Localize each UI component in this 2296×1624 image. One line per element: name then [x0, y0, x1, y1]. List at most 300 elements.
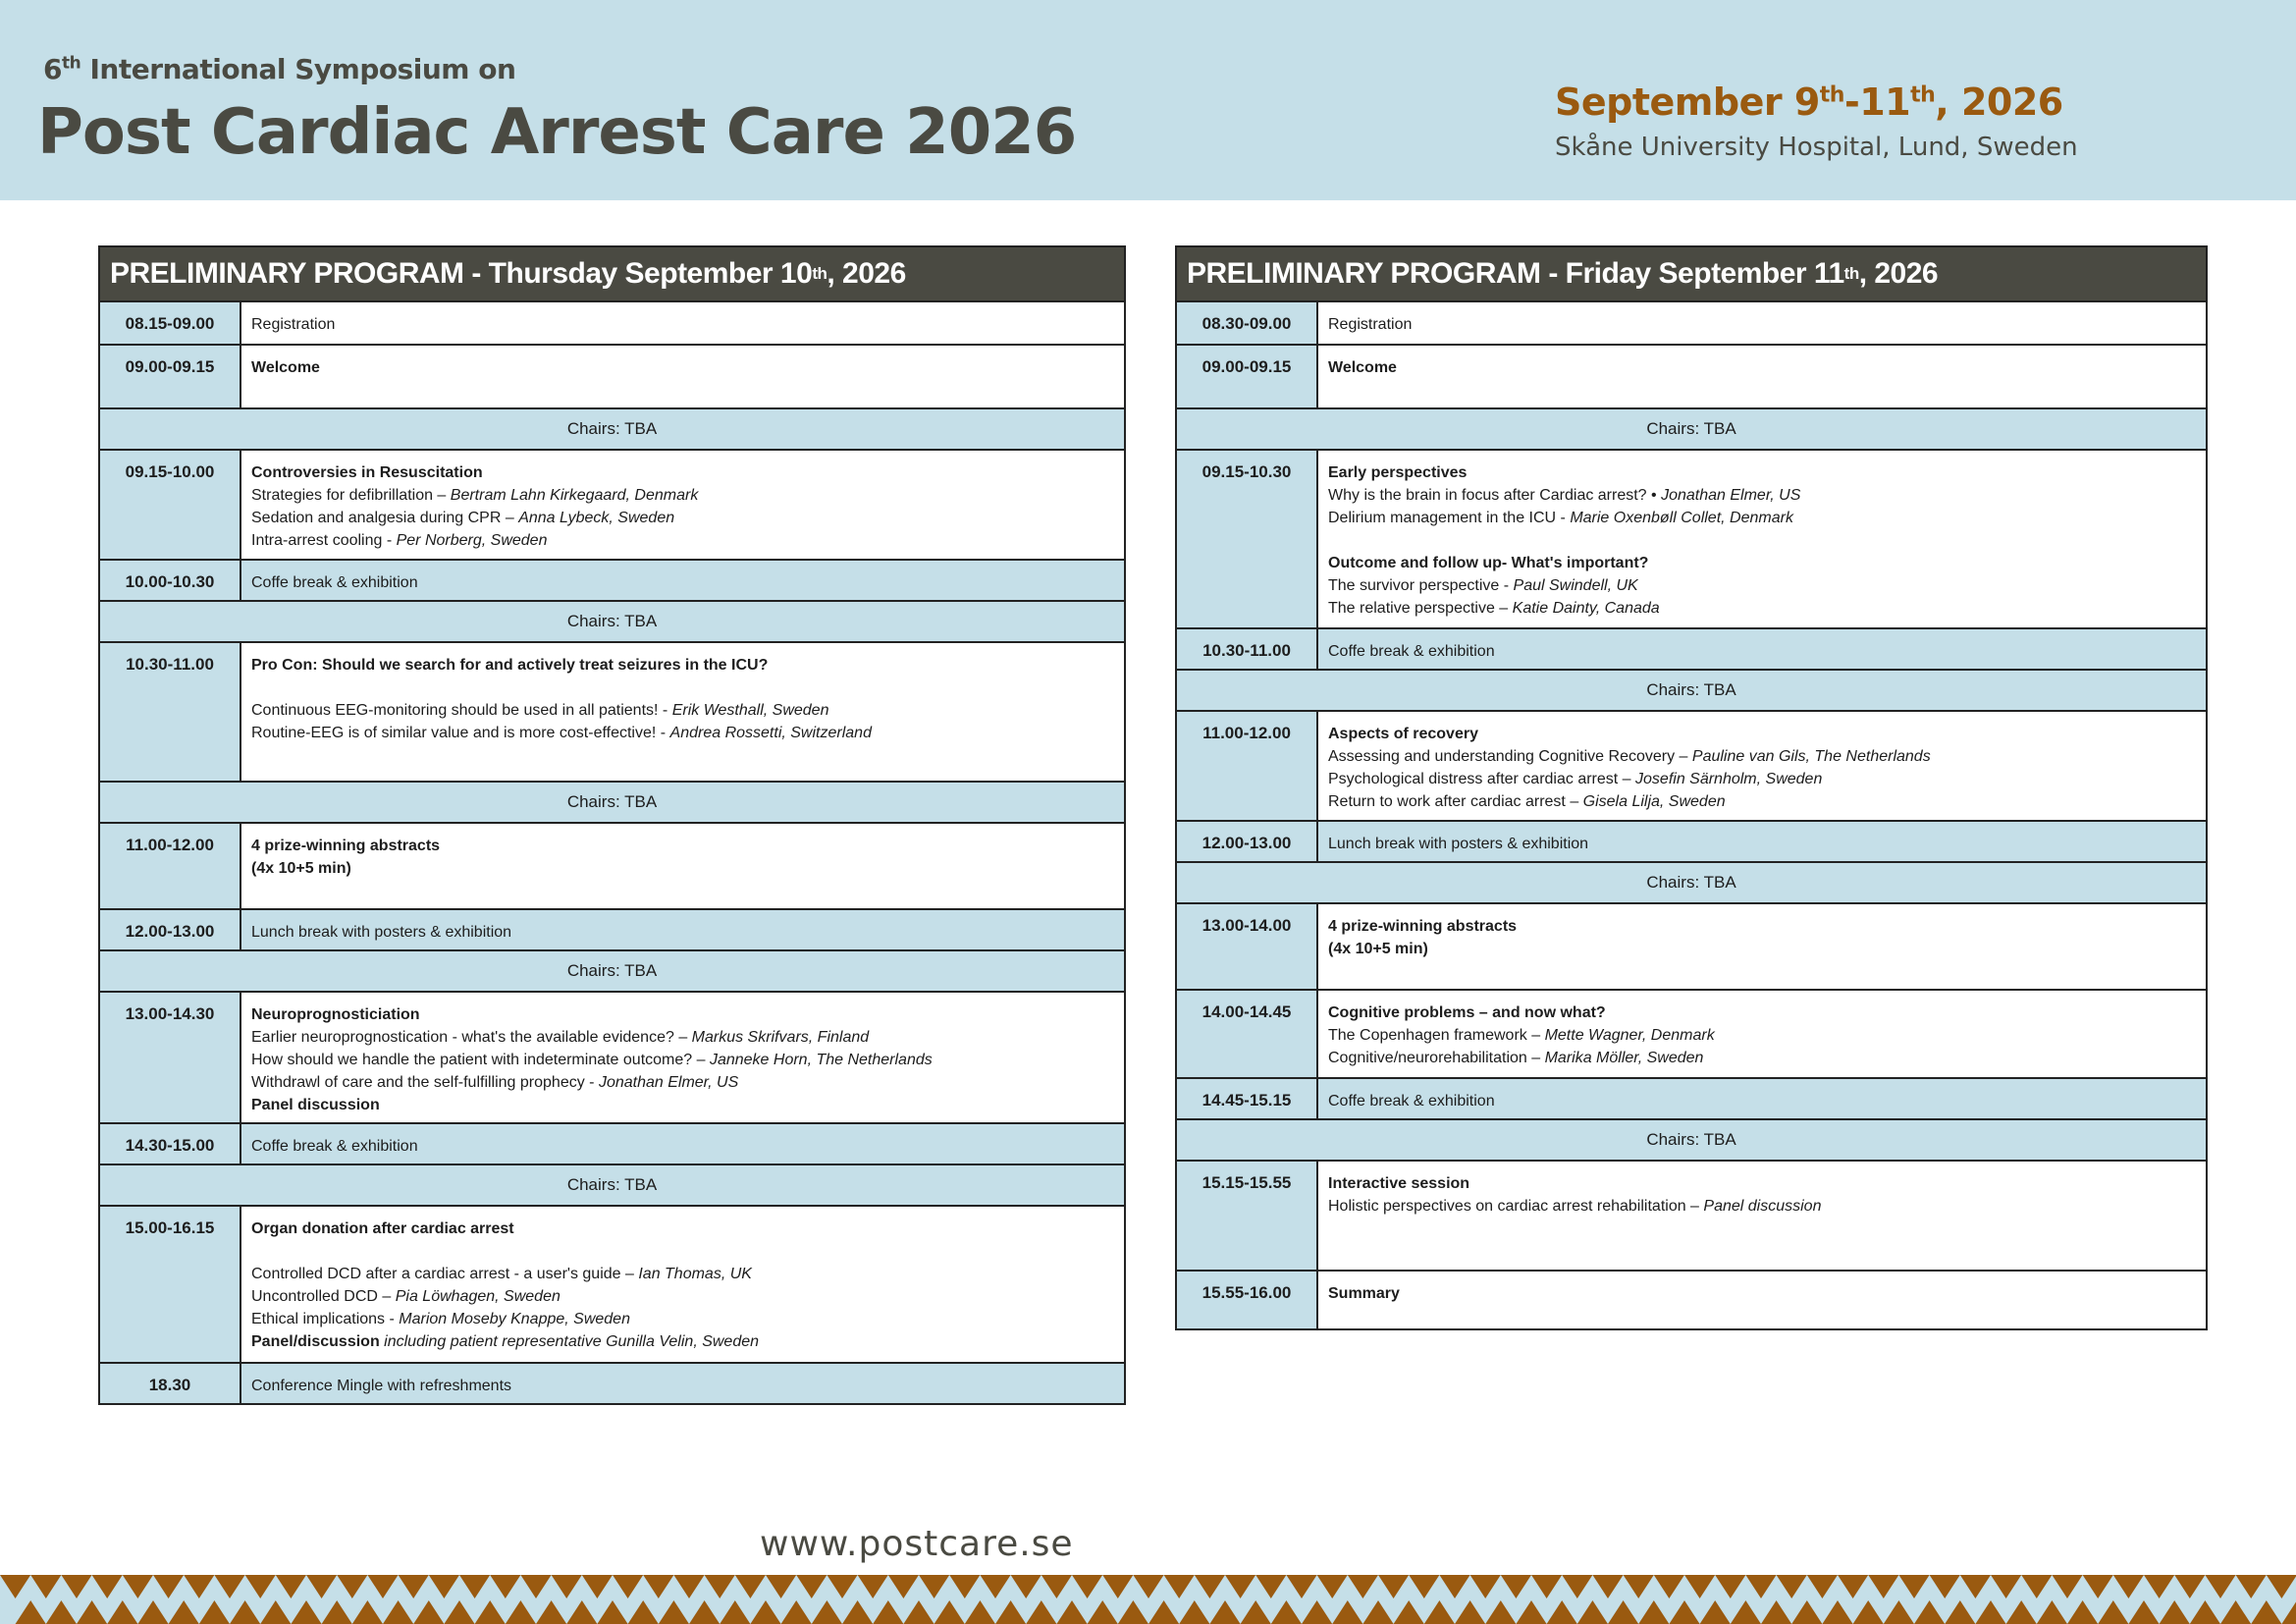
- speaker-name: Pia Löwhagen, Sweden: [395, 1288, 561, 1305]
- triangle-up-shape: [1669, 1600, 1699, 1624]
- session-text: Uncontrolled DCD –: [251, 1288, 396, 1305]
- speaker-name: Panel discussion: [1703, 1198, 1822, 1215]
- triangle-down-shape: [1286, 1575, 1316, 1598]
- triangle-up-shape: [1822, 1600, 1852, 1624]
- speaker-name: Pauline van Gils, The Netherlands: [1691, 748, 1931, 765]
- session-text: Withdrawl of care and the self-fulfilling prophecy -: [251, 1074, 599, 1091]
- triangle-down-shape: [705, 1575, 735, 1598]
- triangle-down-shape: [1041, 1575, 1072, 1598]
- schedule-row: [100, 560, 1124, 601]
- chairs-label: Chairs: TBA: [100, 1164, 1124, 1206]
- session-text: Holistic perspectives on cardiac arrest rehabilitation –: [1328, 1198, 1704, 1215]
- session-line: [1328, 723, 2196, 745]
- chairs-row: [100, 782, 1124, 823]
- session-line: [251, 356, 1114, 379]
- triangle-down-shape: [1102, 1575, 1133, 1598]
- session-line: [251, 313, 1114, 336]
- triangle-up-shape: [137, 1600, 168, 1624]
- session-line: [1328, 1001, 2196, 1024]
- chairs-label: Chairs: TBA: [100, 782, 1124, 823]
- triangle-up-shape: [2251, 1600, 2281, 1624]
- session-title: (4x 10+5 min): [251, 860, 351, 877]
- session-text: Coffe break & exhibition: [251, 574, 418, 591]
- time-slot: 15.15-15.55: [1177, 1161, 1317, 1271]
- triangle-down-shape: [184, 1575, 214, 1598]
- session-title: Welcome: [251, 359, 320, 376]
- session-line: [251, 699, 1114, 722]
- website-link[interactable]: www.postcare.se: [760, 1524, 1074, 1564]
- triangle-up-shape: [1332, 1600, 1362, 1624]
- session-text: Delirium management in the ICU -: [1328, 510, 1571, 526]
- chairs-label: Chairs: TBA: [1177, 862, 2206, 903]
- triangle-up-shape: [1302, 1600, 1332, 1624]
- triangle-up-shape: [1455, 1600, 1485, 1624]
- triangle-up-shape: [199, 1600, 230, 1624]
- session-line: [251, 1135, 1114, 1158]
- schedule-row: [100, 450, 1124, 560]
- session-text: Ethical implications -: [251, 1311, 400, 1327]
- session-title: Panel discussion: [251, 1097, 380, 1113]
- session-line: [1328, 597, 2196, 620]
- speaker-name: Josefin Särnholm, Sweden: [1635, 771, 1823, 787]
- schedule-row: [1177, 903, 2206, 990]
- triangle-up-shape: [413, 1600, 444, 1624]
- triangle-up-shape: [1945, 1600, 1975, 1624]
- session-line: [251, 1071, 1114, 1094]
- session-text: The Copenhagen framework –: [1328, 1027, 1545, 1044]
- header-banner: [0, 0, 2296, 200]
- session-content: [1317, 1271, 2206, 1329]
- session-content: [240, 301, 1124, 345]
- triangle-down-shape: [1991, 1575, 2021, 1598]
- event-venue: Skåne University Hospital, Lund, Sweden: [1555, 133, 2078, 162]
- triangle-up-shape: [1424, 1600, 1455, 1624]
- session-line: [1328, 507, 2196, 529]
- triangle-up-shape: [536, 1600, 566, 1624]
- triangle-up-shape: [1884, 1600, 1914, 1624]
- triangle-down-shape: [1439, 1575, 1469, 1598]
- triangle-down-shape: [30, 1575, 61, 1598]
- triangle-up-shape: [1761, 1600, 1791, 1624]
- session-content: [1317, 1078, 2206, 1119]
- triangle-down-shape: [1225, 1575, 1255, 1598]
- session-line: [251, 507, 1114, 529]
- session-content: [1317, 450, 2206, 628]
- triangle-up-shape: [1547, 1600, 1577, 1624]
- triangle-up-shape: [352, 1600, 383, 1624]
- triangle-up-shape: [1577, 1600, 1608, 1624]
- session-text: Registration: [1328, 316, 1413, 333]
- triangle-up-shape: [2128, 1600, 2159, 1624]
- triangle-down-shape: [1255, 1575, 1286, 1598]
- speaker-name: Marie Oxenbøll Collet, Denmark: [1570, 510, 1793, 526]
- session-text: Registration: [251, 316, 336, 333]
- triangle-up-shape: [597, 1600, 627, 1624]
- session-content: [1317, 821, 2206, 862]
- speaker-name: Marion Moseby Knappe, Sweden: [399, 1311, 630, 1327]
- speaker-name: Paul Swindell, UK: [1513, 577, 1638, 594]
- session-line: [1328, 1172, 2196, 1195]
- session-title: Interactive session: [1328, 1175, 1470, 1192]
- time-slot: 12.00-13.00: [100, 909, 240, 950]
- triangle-down-shape: [276, 1575, 306, 1598]
- triangle-up-shape: [659, 1600, 689, 1624]
- triangle-down-shape: [1898, 1575, 1929, 1598]
- session-title: Pro Con: Should we search for and actively treat seizures in the ICU?: [251, 657, 769, 674]
- session-line: [1328, 1024, 2196, 1047]
- triangle-down-shape: [1684, 1575, 1715, 1598]
- schedule-row: [100, 301, 1124, 345]
- time-slot: 12.00-13.00: [1177, 821, 1317, 862]
- session-text: Coffe break & exhibition: [251, 1138, 418, 1155]
- session-content: [1317, 301, 2206, 345]
- friday-schedule-table: [1177, 300, 2206, 1330]
- session-line: [1328, 574, 2196, 597]
- time-slot: 13.00-14.30: [100, 992, 240, 1123]
- triangle-down-shape: [2021, 1575, 2052, 1598]
- session-content: [1317, 903, 2206, 990]
- triangle-up-shape: [230, 1600, 260, 1624]
- chairs-label: Chairs: TBA: [100, 601, 1124, 642]
- triangle-down-shape: [2174, 1575, 2205, 1598]
- session-line: [251, 1049, 1114, 1071]
- session-line: [1328, 1047, 2196, 1069]
- schedule-row: [1177, 1271, 2206, 1329]
- chairs-label: Chairs: TBA: [100, 408, 1124, 450]
- schedule-row: [1177, 821, 2206, 862]
- triangle-down-shape: [0, 1575, 30, 1598]
- triangle-up-shape: [1026, 1600, 1056, 1624]
- speaker-name: Andrea Rossetti, Switzerland: [669, 725, 872, 741]
- session-content: [1317, 990, 2206, 1078]
- triangle-down-shape: [123, 1575, 153, 1598]
- triangle-up-shape: [2067, 1600, 2098, 1624]
- triangle-up-shape: [506, 1600, 536, 1624]
- spacer: [1328, 529, 2196, 552]
- time-slot: 09.00-09.15: [100, 345, 240, 408]
- session-line: [251, 461, 1114, 484]
- time-slot: 09.15-10.30: [1177, 450, 1317, 628]
- chairs-row: [1177, 408, 2206, 450]
- time-slot: 10.00-10.30: [100, 560, 240, 601]
- session-text: Coffe break & exhibition: [1328, 643, 1495, 660]
- session-content: [1317, 711, 2206, 821]
- session-line: [1328, 833, 2196, 855]
- speaker-name: Anna Lybeck, Sweden: [518, 510, 675, 526]
- speaker-name: Erik Westhall, Sweden: [671, 702, 829, 719]
- triangle-down-shape: [888, 1575, 919, 1598]
- triangle-up-shape: [1209, 1600, 1240, 1624]
- triangle-up-shape: [2037, 1600, 2067, 1624]
- chairs-row: [1177, 1119, 2206, 1161]
- triangle-down-shape: [2113, 1575, 2144, 1598]
- triangle-down-shape: [490, 1575, 520, 1598]
- triangle-down-shape: [673, 1575, 704, 1598]
- session-text: The survivor perspective -: [1328, 577, 1514, 594]
- session-content: [1317, 345, 2206, 408]
- triangle-up-shape: [566, 1600, 597, 1624]
- session-text: Strategies for defibrillation –: [251, 487, 451, 504]
- chairs-row: [100, 601, 1124, 642]
- triangle-down-shape: [92, 1575, 123, 1598]
- event-dates: September 9th-11th, 2026: [1555, 81, 2063, 124]
- session-content: [240, 823, 1124, 909]
- triangle-down-shape: [153, 1575, 184, 1598]
- session-title: Summary: [1328, 1285, 1400, 1302]
- triangle-down-shape: [1531, 1575, 1562, 1598]
- schedule-row: [100, 1363, 1124, 1404]
- triangle-up-shape: [781, 1600, 812, 1624]
- triangle-up-shape: [1853, 1600, 1884, 1624]
- session-line: [1328, 938, 2196, 960]
- triangle-up-shape: [1088, 1600, 1118, 1624]
- triangle-down-shape: [1807, 1575, 1838, 1598]
- spacer: [251, 1240, 1114, 1263]
- triangle-up-shape: [2160, 1600, 2190, 1624]
- session-line: [251, 1308, 1114, 1330]
- triangle-up-shape: [2098, 1600, 2128, 1624]
- session-text: Assessing and understanding Cognitive Recovery –: [1328, 748, 1692, 765]
- speaker-name: Bertram Lahn Kirkegaard, Denmark: [450, 487, 699, 504]
- triangle-up-shape: [1914, 1600, 1945, 1624]
- triangle-up-shape: [2190, 1600, 2220, 1624]
- chairs-label: Chairs: TBA: [1177, 408, 2206, 450]
- chairs-row: [100, 1164, 1124, 1206]
- triangle-up-shape: [291, 1600, 321, 1624]
- session-line: [1328, 1195, 2196, 1218]
- triangle-down-shape: [214, 1575, 244, 1598]
- session-title: Aspects of recovery: [1328, 726, 1478, 742]
- decorative-triangle-border: [0, 1575, 2296, 1624]
- triangle-down-shape: [643, 1575, 673, 1598]
- session-title: 4 prize-winning abstracts: [251, 838, 441, 854]
- triangle-up-shape: [2220, 1600, 2251, 1624]
- schedule-row: [1177, 711, 2206, 821]
- triangle-up-shape: [1485, 1600, 1516, 1624]
- time-slot: 14.30-15.00: [100, 1123, 240, 1164]
- triangle-up-shape: [873, 1600, 903, 1624]
- schedule-row: [1177, 345, 2206, 408]
- session-content: [240, 1123, 1124, 1164]
- session-text: Coffe break & exhibition: [1328, 1093, 1495, 1110]
- triangle-up-shape: [2006, 1600, 2037, 1624]
- triangle-up-shape: [689, 1600, 720, 1624]
- session-title: Cognitive problems – and now what?: [1328, 1004, 1606, 1021]
- triangle-down-shape: [1868, 1575, 1898, 1598]
- session-line: [251, 654, 1114, 677]
- triangle-up-shape: [475, 1600, 506, 1624]
- session-line: [251, 1094, 1114, 1116]
- session-text: Sedation and analgesia during CPR –: [251, 510, 519, 526]
- friday-program: [1175, 245, 2208, 1330]
- triangle-down-shape: [1562, 1575, 1592, 1598]
- triangle-down-shape: [796, 1575, 827, 1598]
- triangle-down-shape: [582, 1575, 613, 1598]
- session-text: Earlier neuroprognostication - what's the available evidence? –: [251, 1029, 692, 1046]
- time-slot: 08.15-09.00: [100, 301, 240, 345]
- triangle-down-shape: [1348, 1575, 1378, 1598]
- triangle-down-shape: [1501, 1575, 1531, 1598]
- chairs-label: Chairs: TBA: [1177, 670, 2206, 711]
- triangle-down-shape: [1195, 1575, 1225, 1598]
- triangle-up-shape: [444, 1600, 474, 1624]
- schedule-row: [100, 1206, 1124, 1363]
- session-title: Organ donation after cardiac arrest: [251, 1220, 514, 1237]
- session-title: Outcome and follow up- What's important?: [1328, 555, 1649, 571]
- triangle-down-shape: [827, 1575, 857, 1598]
- session-content: [240, 1206, 1124, 1363]
- thursday-schedule-table: [100, 300, 1124, 1405]
- session-line: [251, 921, 1114, 944]
- triangle-down-shape: [1011, 1575, 1041, 1598]
- thursday-program-title: PRELIMINARY PROGRAM - Thursday September 10 th , 2026: [98, 245, 1126, 300]
- triangle-up-shape: [322, 1600, 352, 1624]
- session-text: Why is the brain in focus after Cardiac arrest? •: [1328, 487, 1662, 504]
- schedule-row: [100, 642, 1124, 782]
- speaker-name: Jonathan Elmer, US: [1661, 487, 1801, 504]
- triangle-up-shape: [842, 1600, 873, 1624]
- triangle-up-shape: [934, 1600, 965, 1624]
- session-line: [1328, 552, 2196, 574]
- time-slot: 08.30-09.00: [1177, 301, 1317, 345]
- triangle-down-shape: [949, 1575, 980, 1598]
- triangle-up-shape: [628, 1600, 659, 1624]
- schedule-row: [100, 823, 1124, 909]
- session-line: [1328, 356, 2196, 379]
- triangle-up-shape: [1638, 1600, 1669, 1624]
- session-line: [1328, 484, 2196, 507]
- speaker-name: Markus Skrifvars, Finland: [691, 1029, 870, 1046]
- triangle-up-shape: [903, 1600, 934, 1624]
- session-text: Intra-arrest cooling -: [251, 532, 397, 549]
- session-content: [240, 992, 1124, 1123]
- session-text: Continuous EEG-monitoring should be used in all patients! -: [251, 702, 672, 719]
- triangle-up-shape: [2281, 1600, 2296, 1624]
- session-text: Cognitive/neurorehabilitation –: [1328, 1050, 1545, 1066]
- session-line: [1328, 915, 2196, 938]
- triangle-up-shape: [1362, 1600, 1393, 1624]
- triangle-up-shape: [750, 1600, 780, 1624]
- schedule-row: [1177, 628, 2206, 670]
- session-text: Psychological distress after cardiac arrest –: [1328, 771, 1636, 787]
- triangle-down-shape: [1409, 1575, 1439, 1598]
- session-content: [240, 909, 1124, 950]
- triangle-down-shape: [1317, 1575, 1348, 1598]
- session-line: [1328, 1090, 2196, 1112]
- triangle-down-shape: [337, 1575, 367, 1598]
- triangle-up-shape: [1516, 1600, 1546, 1624]
- session-line: [1328, 313, 2196, 336]
- session-title: Controversies in Resuscitation: [251, 464, 483, 481]
- session-text: How should we handle the patient with indeterminate outcome? –: [251, 1052, 710, 1068]
- triangle-down-shape: [1838, 1575, 1868, 1598]
- session-text: The relative perspective –: [1328, 600, 1513, 617]
- triangle-down-shape: [1072, 1575, 1102, 1598]
- triangle-down-shape: [367, 1575, 398, 1598]
- session-title: 4 prize-winning abstracts: [1328, 918, 1518, 935]
- session-title: Neuroprognosticiation: [251, 1006, 420, 1023]
- triangle-down-shape: [858, 1575, 888, 1598]
- schedule-row: [100, 909, 1124, 950]
- session-line: [1328, 745, 2196, 768]
- triangle-up-shape: [1791, 1600, 1822, 1624]
- triangle-down-shape: [735, 1575, 766, 1598]
- schedule-row: [1177, 990, 2206, 1078]
- session-content: [240, 642, 1124, 782]
- triangle-up-shape: [169, 1600, 199, 1624]
- triangle-up-shape: [1975, 1600, 2005, 1624]
- time-slot: 10.30-11.00: [100, 642, 240, 782]
- triangle-down-shape: [1378, 1575, 1409, 1598]
- symposium-title: Post Cardiac Arrest Care 2026: [37, 96, 1077, 169]
- session-line: [251, 722, 1114, 744]
- triangle-down-shape: [1592, 1575, 1623, 1598]
- time-slot: 15.55-16.00: [1177, 1271, 1317, 1329]
- session-content: [1317, 1161, 2206, 1271]
- triangle-down-shape: [1133, 1575, 1163, 1598]
- session-title: Panel/discussion: [251, 1333, 385, 1350]
- session-text: Controlled DCD after a cardiac arrest - a user's guide –: [251, 1266, 639, 1282]
- session-content: [240, 345, 1124, 408]
- triangle-down-shape: [459, 1575, 490, 1598]
- triangle-down-shape: [61, 1575, 91, 1598]
- session-line: [251, 571, 1114, 594]
- schedule-row: [1177, 1078, 2206, 1119]
- triangle-up-shape: [1148, 1600, 1179, 1624]
- session-line: [251, 1375, 1114, 1397]
- schedule-row: [100, 992, 1124, 1123]
- triangle-down-shape: [1930, 1575, 1960, 1598]
- triangle-up-shape: [1608, 1600, 1638, 1624]
- triangle-down-shape: [2052, 1575, 2082, 1598]
- triangle-up-shape: [1271, 1600, 1302, 1624]
- triangle-down-shape: [2144, 1575, 2174, 1598]
- session-content: [240, 1363, 1124, 1404]
- symposium-subtitle: 6th International Symposium on: [43, 53, 516, 85]
- session-line: [251, 529, 1114, 552]
- session-text: Return to work after cardiac arrest –: [1328, 793, 1583, 810]
- session-line: [251, 835, 1114, 857]
- triangle-down-shape: [2236, 1575, 2267, 1598]
- triangle-down-shape: [1715, 1575, 1745, 1598]
- time-slot: 15.00-16.15: [100, 1206, 240, 1363]
- session-title: Welcome: [1328, 359, 1397, 376]
- session-content: [1317, 628, 2206, 670]
- triangle-up-shape: [965, 1600, 995, 1624]
- triangle-down-shape: [429, 1575, 459, 1598]
- time-slot: 14.00-14.45: [1177, 990, 1317, 1078]
- session-line: [251, 1330, 1114, 1353]
- speaker-name: Per Norberg, Sweden: [396, 532, 548, 549]
- time-slot: 11.00-12.00: [1177, 711, 1317, 821]
- speaker-name: Ian Thomas, UK: [638, 1266, 752, 1282]
- triangle-down-shape: [919, 1575, 949, 1598]
- triangle-down-shape: [766, 1575, 796, 1598]
- speaker-name: Janneke Horn, The Netherlands: [709, 1052, 933, 1068]
- session-content: [240, 450, 1124, 560]
- triangle-down-shape: [306, 1575, 337, 1598]
- triangle-down-shape: [1777, 1575, 1807, 1598]
- spacer: [251, 677, 1114, 699]
- triangle-down-shape: [245, 1575, 276, 1598]
- time-slot: 14.45-15.15: [1177, 1078, 1317, 1119]
- speaker-name: including patient representative Gunilla Velin, Sweden: [384, 1333, 760, 1350]
- session-line: [251, 1218, 1114, 1240]
- session-text: Lunch break with posters & exhibition: [251, 924, 512, 941]
- session-line: [251, 484, 1114, 507]
- session-text: Routine-EEG is of similar value and is more cost-effective! -: [251, 725, 670, 741]
- session-line: [251, 857, 1114, 880]
